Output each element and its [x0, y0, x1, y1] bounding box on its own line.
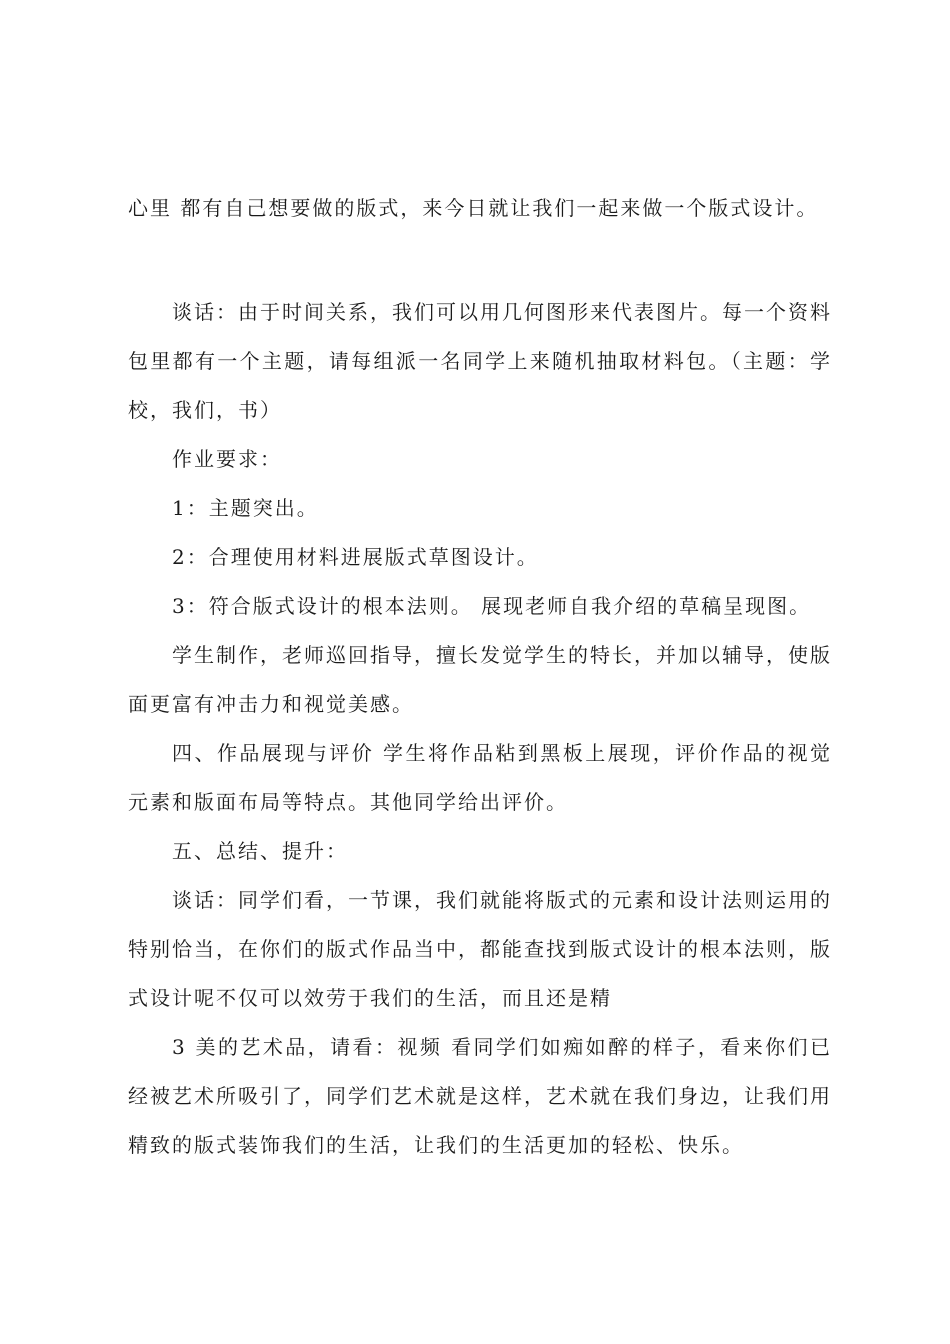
paragraph-requirement-2: 2：合理使用材料进展版式草图设计。 [172, 545, 539, 569]
paragraph-summary-talk: 谈话：同学们看，一节课，我们就能将版式的元素和设计法则运用的特别恰当，在你们的版式作品当中，都能查找到版式设计的根本法则，版式设计呢不仅可以效劳于我们的生活，而且还是精 [128, 888, 832, 1010]
paragraph-section-four: 四、作品展现与评价 学生将作品粘到黑板上展现，评价作品的视觉元素和版面布局等特点。其他同学给出评价。 [128, 741, 832, 814]
document-body [128, 184, 832, 1170]
paragraph-talk-materials: 谈话：由于时间关系，我们可以用几何图形来代表图片。每一个资料包里都有一个主题，请每组派一名同学上来随机抽取材料包。（主题：学校，我们，书） [128, 300, 832, 422]
paragraph-closing: 3 美的艺术品，请看：视频 看同学们如痴如醉的样子，看来你们已经被艺术所吸引了，同学们艺术就是这样，艺术就在我们身边，让我们用精致的版式装饰我们的生活，让我们的生活更加的轻松、快乐。 [128, 1035, 832, 1157]
paragraph-requirement-1: 1：主题突出。 [172, 496, 319, 520]
paragraph-assignment-heading: 作业要求： [172, 447, 282, 471]
paragraph-intro-continuation: 心里 都有自己想要做的版式，来今日就让我们一起来做一个版式设计。 [128, 196, 819, 220]
paragraph-section-five: 五、总结、提升： [172, 839, 348, 863]
paragraph-requirement-3: 3：符合版式设计的根本法则。 展现老师自我介绍的草稿呈现图。 [172, 594, 812, 618]
paragraph-student-work: 学生制作，老师巡回指导，擅长发觉学生的特长，并加以辅导，使版面更富有冲击力和视觉美感。 [128, 643, 832, 716]
